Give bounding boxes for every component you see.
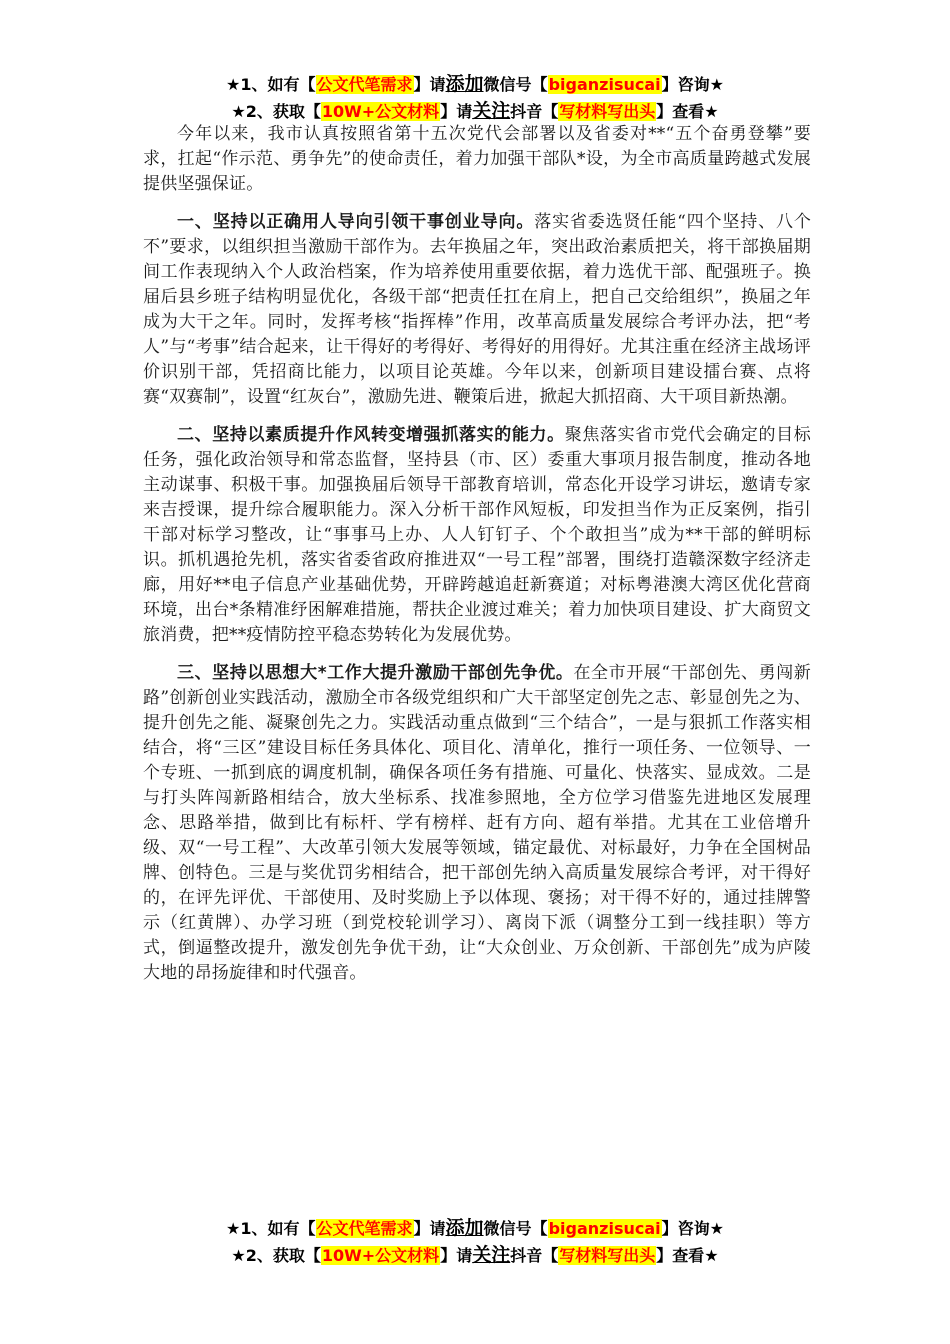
banner-text: 2、获取【: [245, 102, 321, 121]
banner-text: 】请: [440, 1246, 473, 1265]
banner-text: 】请: [413, 75, 446, 94]
header-banner: [0, 71, 950, 125]
banner-text: 】查看★: [656, 102, 719, 121]
highlight-wechat-id[interactable]: biganzisucai: [548, 75, 661, 94]
highlight-materials: 10W+公文材料: [321, 102, 440, 121]
intro-paragraph: 今年以来，我市认真按照省第十五次党代会部署以及省委对**“五个奋勇登攀”要求，扛起“作示范、勇争先”的使命责任，着力加强干部队*设，为全市高质量跨越式发展提供坚强保证。: [143, 124, 811, 194]
banner-text: 1、如有【: [240, 75, 316, 94]
star-icon: ★: [226, 1219, 241, 1238]
banner-text: 抖音【: [510, 1246, 559, 1265]
banner-text: 微信号【: [483, 75, 548, 94]
section-heading: 三、坚持以思想大*工作大提升激励干部创先争优。: [177, 663, 574, 683]
banner-text: 】咨询★: [661, 75, 724, 94]
star-icon: ★: [231, 102, 246, 121]
footer-banner: [0, 1215, 950, 1269]
banner-text: 】查看★: [656, 1246, 719, 1265]
banner-text: 】咨询★: [661, 1219, 724, 1238]
banner-text: 】请: [440, 102, 473, 121]
section-heading: 一、坚持以正确用人导向引领干事创业导向。: [177, 212, 535, 232]
underlined-add: 添加: [445, 73, 484, 95]
banner-line-1: [0, 1215, 950, 1242]
underlined-add: 添加: [445, 1217, 484, 1239]
section-2: [143, 423, 811, 648]
banner-line-2: [0, 1242, 950, 1269]
section-1: [143, 210, 811, 410]
banner-text: 2、获取【: [245, 1246, 321, 1265]
highlight-service: 公文代笔需求: [316, 1219, 413, 1238]
highlight-wechat-id[interactable]: biganzisucai: [548, 1219, 661, 1238]
section-heading: 二、坚持以素质提升作风转变增强抓落实的能力。: [177, 425, 565, 445]
highlight-materials: 10W+公文材料: [321, 1246, 440, 1265]
highlight-douyin[interactable]: 写材料写出头: [559, 102, 656, 121]
highlight-douyin[interactable]: 写材料写出头: [559, 1246, 656, 1265]
banner-text: 微信号【: [483, 1219, 548, 1238]
banner-text: 1、如有【: [240, 1219, 316, 1238]
banner-text: 抖音【: [510, 102, 559, 121]
highlight-service: 公文代笔需求: [316, 75, 413, 94]
section-3: [143, 661, 811, 986]
banner-text: 】请: [413, 1219, 446, 1238]
section-text: 在全市开展“干部创先、勇闯新路”创新创业实践活动，激励全市各级党组织和广大干部坚定创先之志、彰显创先之为、提升创先之能、凝聚创先之力。实践活动重点做到“三个结合”，一是与狠抓工作落实相结合，将“三区”建设目标任务具体化、项目化、清单化，推行一项任务、一位领导、一个专班、一抓到底的调度机制，确保各项任务有措施、可量化、快落实、显成效。二是与打头阵闯新路相结合，放大坐标系、找准参照地，全方位学习借鉴先进地区发展理念、思路举措，做到比有标杆、学有榜样、赶有方向、超有举措。尤其在工业倍增升级、双“一号工程”、大改革引领大发展等领域，锚定最优、对标最好，力争在全国树品牌、创特色。三是与奖优罚劣相结合，把干部创先纳入高质量发展综合考评，对干得好的，在评先评优、干部使用、及时奖励上予以体现、褒扬；对干得不好的，通过挂牌警示（红黄牌）、办学习班（到党校轮训学习）、离岗下派（调整分工到一线挂职）等方式，倒逼整改提升，激发创先争优干劲，让“大众创业、万众创新、干部创先”成为庐陵大地的昂扬旋律和时代强音。: [143, 663, 811, 983]
star-icon: ★: [231, 1246, 246, 1265]
banner-line-2: [0, 98, 950, 125]
section-text: 落实省委选贤任能“四个坚持、八个不”要求，以组织担当激励干部作为。去年换届之年，突出政治素质把关，将干部换届期间工作表现纳入个人政治档案，作为培养使用重要依据，着力选优干部、配强班子。换届后县乡班子结构明显优化，各级干部“把责任扛在肩上，把自己交给组织”，换届之年成为大干之年。同时，发挥考核“指挥棒”作用，改革高质量发展综合考评办法，把“考人”与“考事”结合起来，让干得好的考得好、考得好的用得好。尤其注重在经济主战场评价识别干部，凭招商比能力，以项目论英雄。今年以来，创新项目建设擂台赛、点将赛“双赛制”，设置“红灰台”，激励先进、鞭策后进，掀起大抓招商、大干项目新热潮。: [143, 212, 812, 407]
underlined-follow: 关注: [472, 1244, 511, 1266]
document-body: [143, 122, 811, 999]
underlined-follow: 关注: [472, 100, 511, 122]
star-icon: ★: [226, 75, 241, 94]
banner-line-1: [0, 71, 950, 98]
section-text: 聚焦落实省市党代会确定的目标任务，强化政治领导和常态监督，坚持县（市、区）委重大事项月报告制度，推动各地主动谋事、积极干事。加强换届后领导干部教育培训，常态化开设学习讲坛，邀请专家来吉授课，提升综合履职能力。深入分析干部作风短板，印发担当作为正反案例，指引干部对标学习整改，让“事事马上办、人人钉钉子、个个敢担当”成为**干部的鲜明标识。抓机遇抢先机，落实省委省政府推进双“一号工程”部署，围绕打造赣深数字经济走廊，用好**电子信息产业基础优势，开辟跨越追赶新赛道；对标粤港澳大湾区优化营商环境，出台*条精准纾困解难措施，帮扶企业渡过难关；着力加快项目建设、扩大商贸文旅消费，把**疫情防控平稳态势转化为发展优势。: [143, 425, 811, 645]
